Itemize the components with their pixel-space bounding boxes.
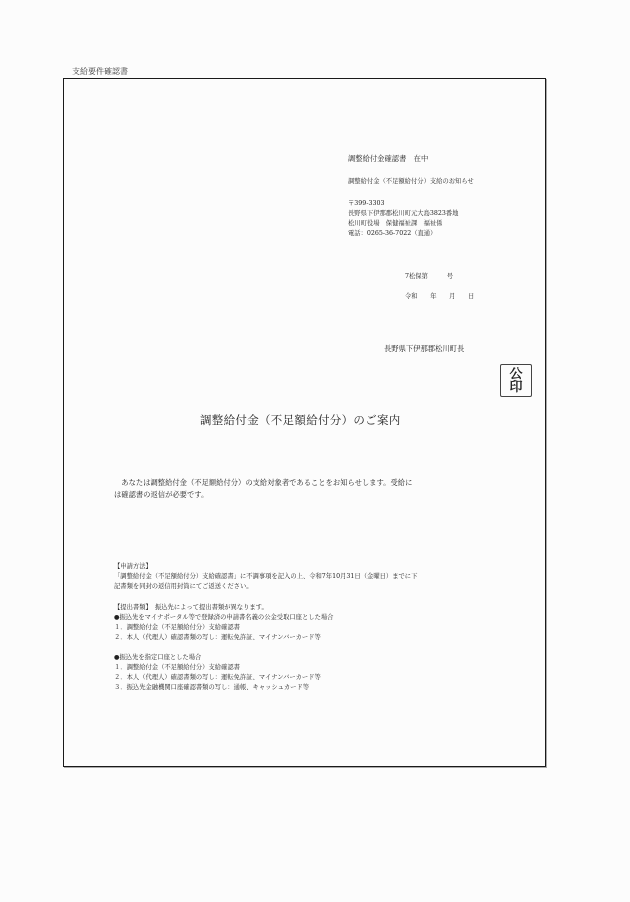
issue-date: 令和 年 月 日: [405, 293, 475, 300]
reference-number: 7松保第 号: [405, 273, 454, 280]
required-documents-section: [114, 603, 333, 693]
envelope-title: 調整給付金確認書 在中: [348, 154, 429, 163]
notice-subtitle: 調整給付金（不足額給付分）支給のお知らせ: [348, 178, 474, 185]
phone: 電話：0265-36-7022（直通）: [348, 230, 437, 237]
intro-paragraph: [114, 477, 412, 501]
case-a-item-2: ２．本人（代理人）確認書類の写し：運転免許証、マイナンバーカード等: [114, 634, 321, 641]
issuer-name: 長野県下伊那郡松川町長: [384, 344, 465, 353]
application-method-line-1: 「調整給付金（不足額給付分）支給確認書」に不調事項を記入の上、令和7年10月31日（金曜日）までに下: [114, 573, 418, 580]
form-title: 支給要件確認書: [72, 67, 128, 76]
application-method-heading: 【申請方法】: [114, 563, 152, 570]
postal-code: 〒399-3303: [348, 200, 385, 207]
case-a-item-1: １．調整給付金（不足額給付分）支給確認書: [114, 624, 240, 631]
required-documents-heading: 【提出書類】 振込先によって提出書類が異なります。: [114, 604, 268, 611]
intro-line-1: あなたは調整給付金（不足額給付分）の支給対象者であることをお知らせします。受給に: [114, 478, 413, 487]
case-b-item-2: ２．本人（代理人）確認書類の写し：運転免許証、マイナンバーカード等: [114, 674, 321, 681]
department: 松川町役場 保健福祉課 福祉係: [348, 220, 443, 227]
case-b-item-1: １．調整給付金（不足額給付分）支給確認書: [114, 664, 240, 671]
case-a-heading: ●振込先をマイナポータル等で登録済の申請書名義の公金受取口座とした場合: [114, 614, 334, 621]
seal-char-top: 公: [509, 366, 523, 382]
document-title: 調整給付金（不足額給付分）のご案内: [200, 413, 401, 427]
case-b-heading: ●振込先を指定口座とした場合: [114, 654, 202, 661]
intro-line-2: は確認書の返信が必要です。: [114, 490, 209, 499]
seal-char-bottom: 印: [509, 379, 523, 395]
address: 長野県下伊那郡松川町元大島3823番地: [348, 210, 459, 217]
addressee-block: [348, 154, 474, 239]
official-seal-stamp: [500, 364, 532, 397]
case-b-item-3: ３．振込先金融機関口座確認書類の写し：通帳、キャッシュカード等: [114, 684, 310, 691]
application-method-line-2: 記書類を同封の返信用封筒にてご返送ください。: [114, 583, 253, 590]
application-method-section: [114, 562, 417, 592]
